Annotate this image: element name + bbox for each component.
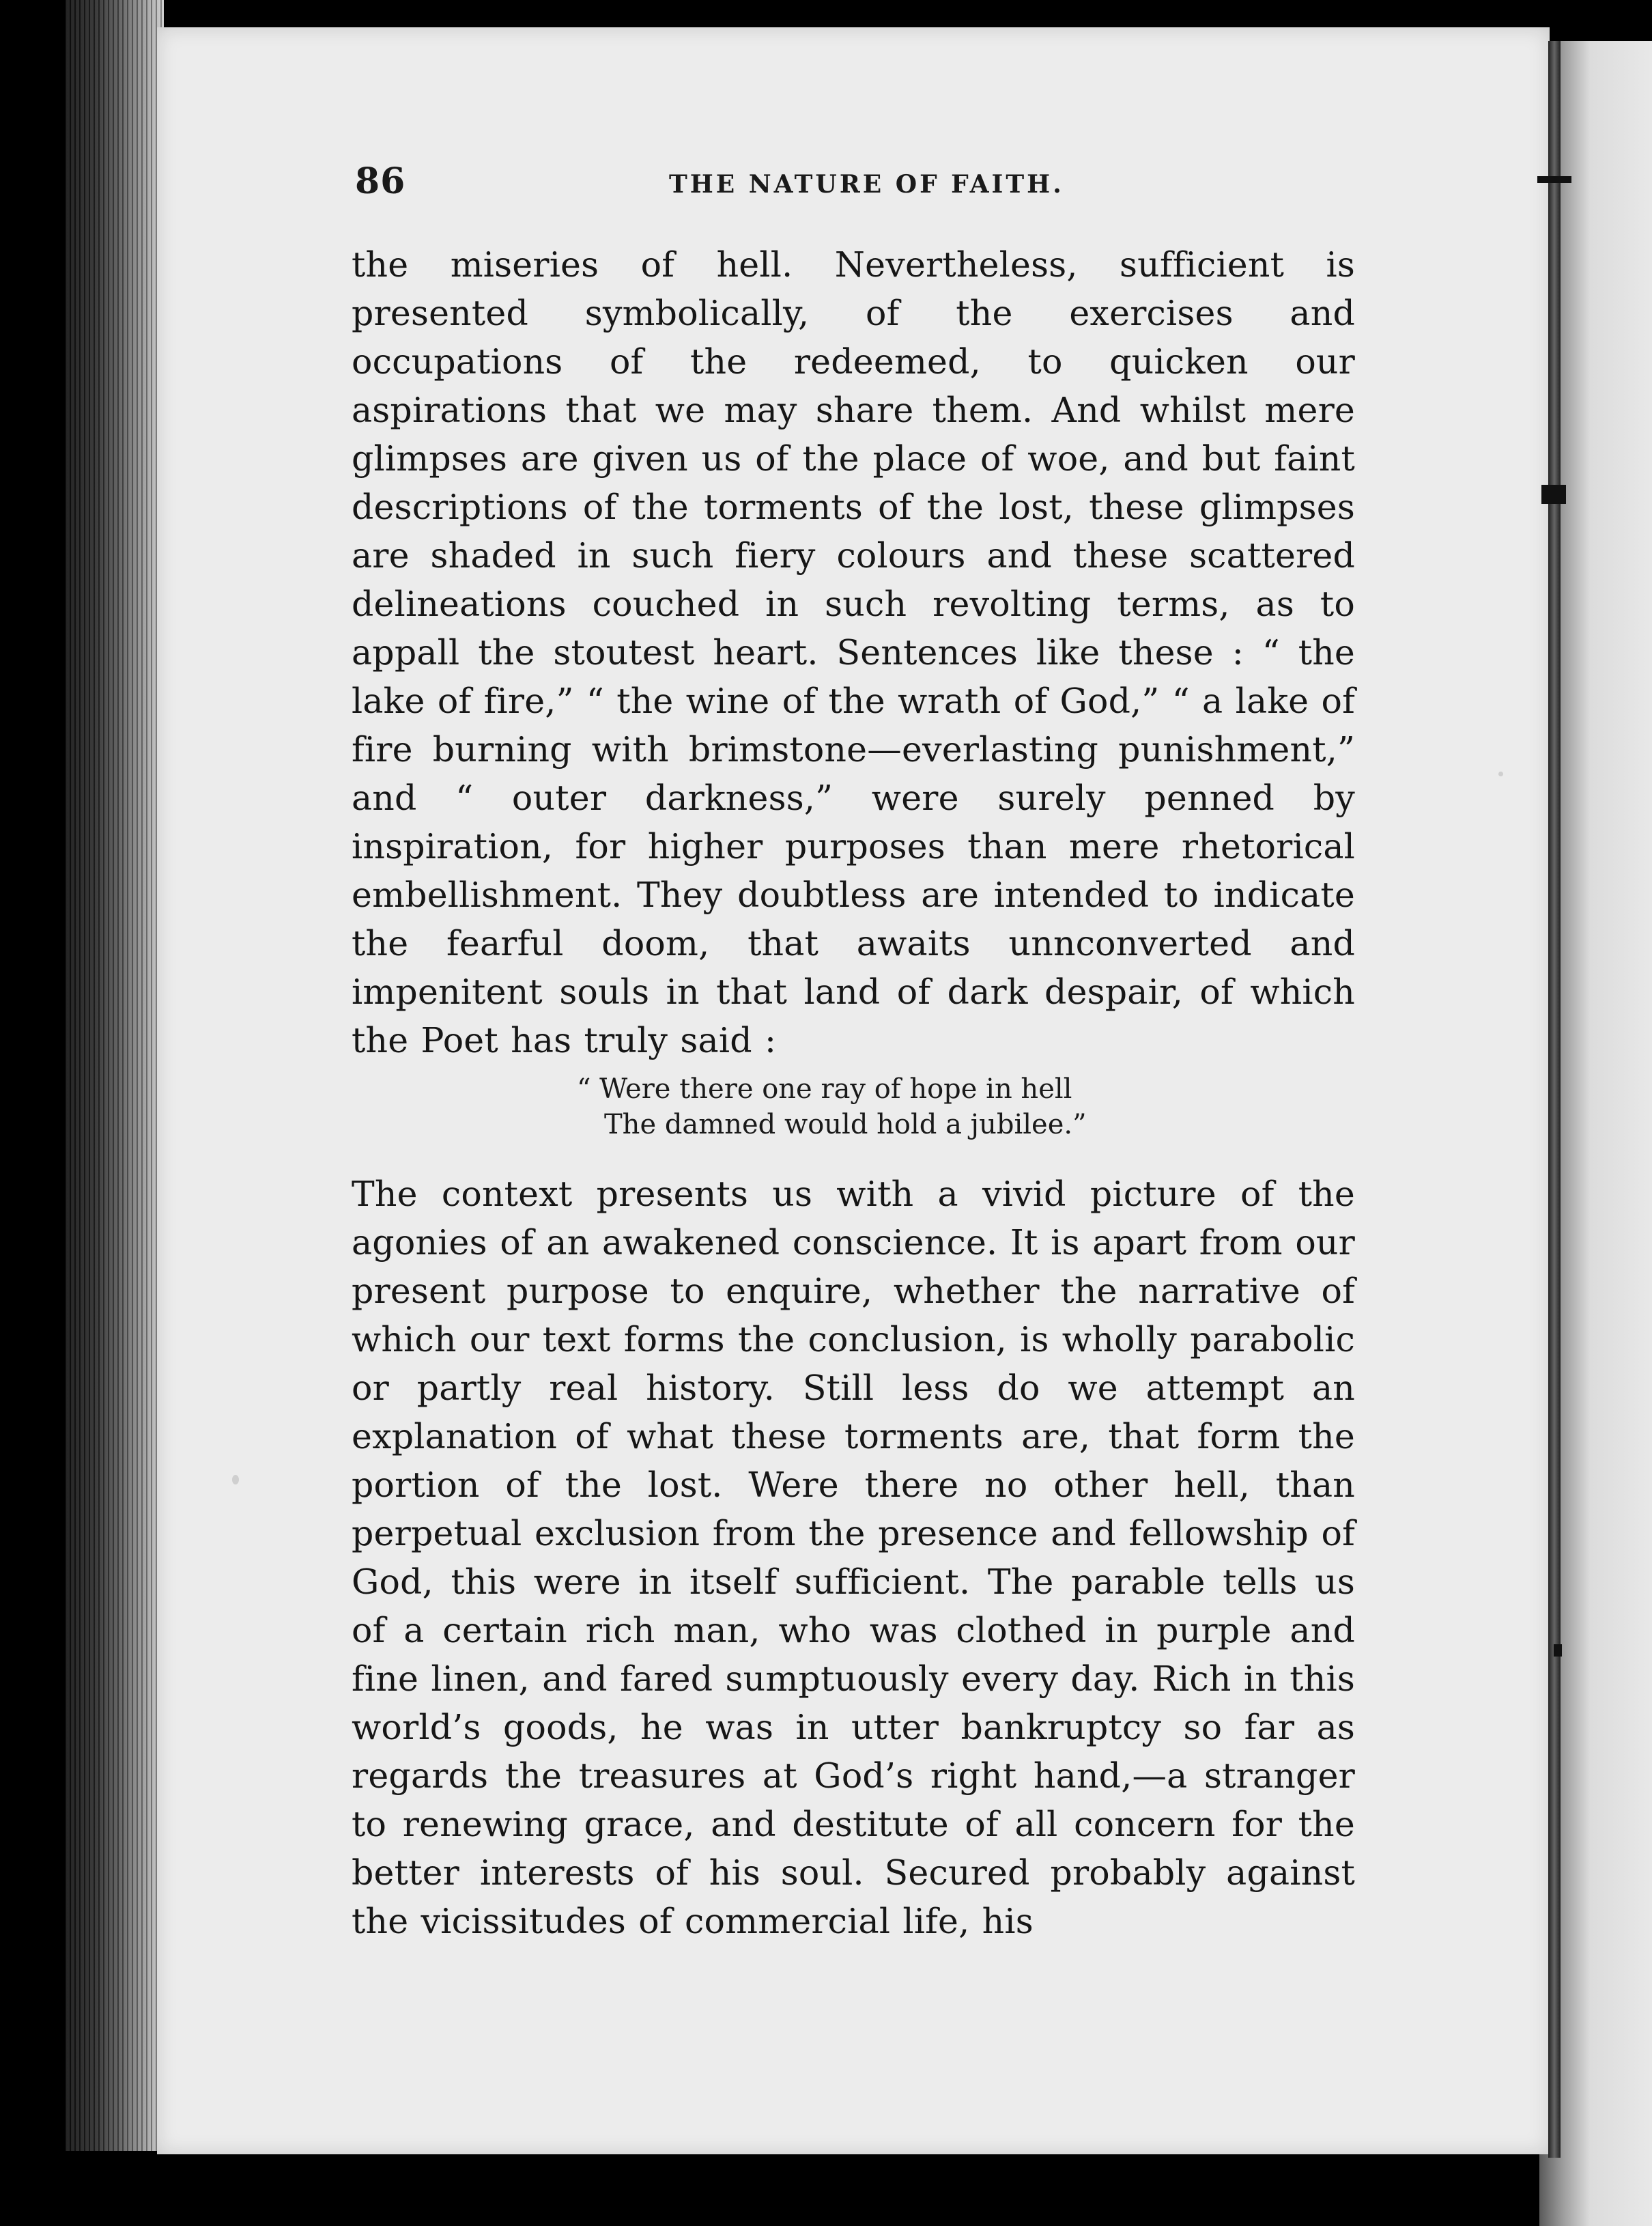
margin-mark-lower: [1554, 1644, 1562, 1657]
running-head: [355, 160, 1515, 208]
paragraph-1: the miseries of hell. Nevertheless, sufficient is presented symbolically, of the exercises and occupations of the redeemed, to quicken our aspirations that we may share them. And whilst mere glimpses are given us of the place of woe, and but faint descriptions of the torments of the lost, these glimpses are shaded in such fiery colours and these scattered delineations couched in such revolting terms, as to appall the stoutest heart. Sentences like these : “ the lake of fire,” “ the wine of the wrath of God,” “ a lake of fire burning with brimstone—everlasting punishment,” and “ outer darkness,” were surely penned by inspiration, for higher purposes than mere rhetorical embellishment. They doubtless are intended to indicate the fearful doom, that awaits unnconverted and impenitent souls in that land of dark despair, of which the Poet has truly said :: [352, 244, 1355, 1060]
running-head-title: THE NATURE OF FAITH.: [669, 170, 1064, 199]
poem-quote: [577, 1071, 1355, 1142]
quote-line-2: The damned would hold a jubilee.”: [604, 1109, 1087, 1140]
paper-speck: [232, 1475, 239, 1484]
paper-speck: [1498, 772, 1503, 776]
quote-line-1: “ Were there one ray of hope in hell: [577, 1073, 1072, 1105]
book-fore-edge: [65, 0, 164, 2151]
gutter-line: [1548, 41, 1561, 2158]
paragraph-2: The context presents us with a vivid picture of the agonies of an awakened conscience. It is apart from our present purpose to enquire, whether the narrative of which our text forms the conclusion, is wholly parabolic or partly real history. Still less do we attempt an explanation of what these torments are, that form the portion of the lost. Were there no other hell, than perpetual exclusion from the presence and fellowship of God, this were in itself sufficient. The parable tells us of a certain rich man, who was clothed in purple and fine linen, and fared sumptuously every day. Rich in this world’s goods, he was in utter bankruptcy so far as regards the treasures at God’s right hand,—a stranger to renewing grace, and destitute of all concern for the better interests of his soul. Secured probably against the vicissitudes of commercial life, his: [352, 1174, 1355, 1941]
page-number: 86: [355, 160, 406, 202]
body-text: [352, 240, 1355, 1945]
margin-mark-middle: [1541, 485, 1566, 504]
margin-mark-top: [1537, 176, 1571, 183]
